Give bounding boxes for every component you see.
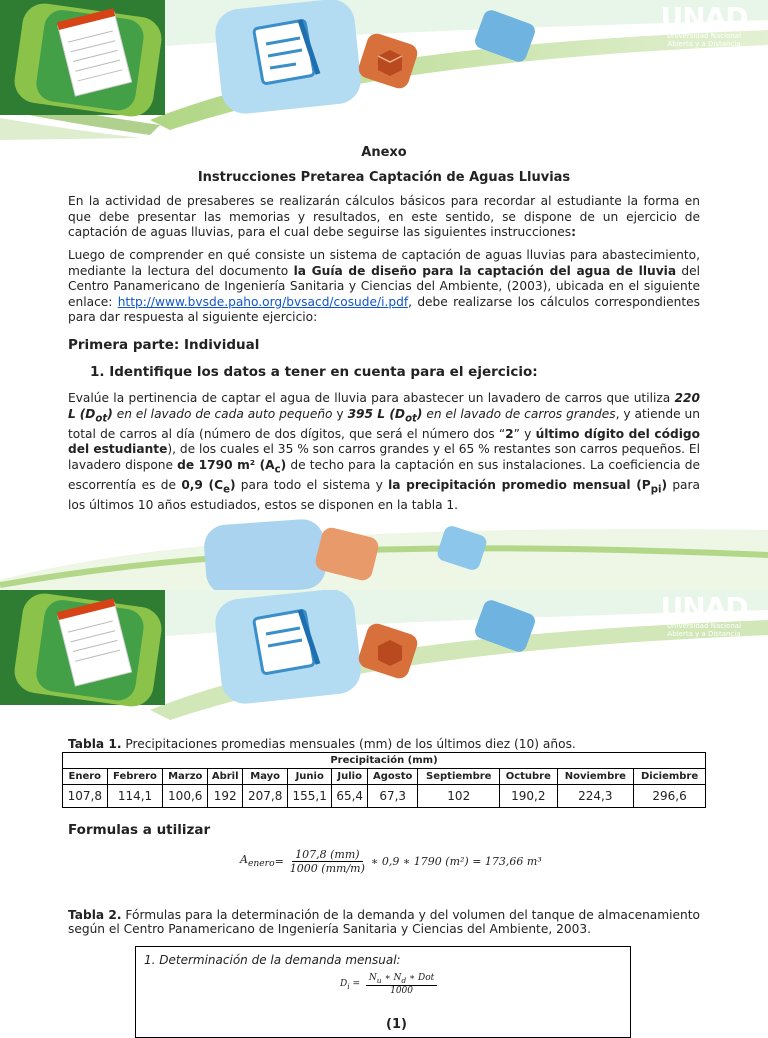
unad-logo-page2	[654, 591, 754, 638]
table-header-cell: Noviembre	[557, 769, 634, 785]
table-row	[63, 785, 706, 808]
exercise-paragraph: Evalúe la pertinencia de captar el agua de lluvia para abastecer un lavadero de carros que utiliza 220 L $(D_{ot})$ en el lavado de cada auto pequeño y 395 L $(D_{ot})$ en el lavado de carros grandes, y atiende un total de carros al día (número de dos dígitos, que será el número dos “2” y último dígito del código del estudiante), de los cuales el 35 % son carros grandes y el 65 % restantes son carros pequeños. El lavadero dispone de 1790 m² $(A_c)$ de techo para la captación en sus instalaciones. La coeficiencia de escorrentía es de 0,9 $(C_e)$ para todo el sistema y la precipitación promedio mensual $(P_{pi})$ para los últimos 10 años estudiados, estos se disponen en la tabla 1.	[68, 391, 701, 512]
precipitation-table	[62, 752, 706, 808]
table-cell: 296,6	[634, 785, 706, 808]
section-item-1: 1. Identifique los datos a tener en cuenta para el ejercicio:	[90, 364, 538, 380]
table-cell: 224,3	[557, 785, 634, 808]
document-title: Instrucciones Pretarea Captación de Aguas Lluvias	[197, 170, 571, 185]
section-title: Primera parte: Individual	[68, 337, 260, 353]
table-header-cell: Octubre	[500, 769, 557, 785]
table-cell: 102	[418, 785, 500, 808]
table-header-cell: Agosto	[367, 769, 418, 785]
table-header-cell: Marzo	[163, 769, 208, 785]
logo-subtitle-1: Universidad Nacional	[666, 32, 742, 40]
formulas-title: Formulas a utilizar	[68, 822, 211, 838]
table-header-cell: Julio	[332, 769, 367, 785]
guide-link[interactable]: http://www.bvsde.paho.org/bvsacd/cosude/i.pdf	[117, 294, 409, 309]
demand-formula: $D_i$ = $\frac{N_u ∗ N_d ∗ Dot}{1000}$	[340, 973, 440, 996]
table-header-cell: Junio	[287, 769, 332, 785]
formula-fraction: $\frac{107,8 (mm)}{1000 (mm/m)}$	[289, 848, 365, 875]
logo-subtitle-1-page2: Universidad Nacional	[666, 622, 742, 630]
table2-caption: Tabla 2. Fórmulas para la determinación de la demanda y del volumen del tanque de almacenamiento según el Centro Panamericano de Ingeniería Sanitaria y Ciencias del Ambiente, 2003.	[68, 908, 700, 936]
table-cell: 190,2	[500, 785, 557, 808]
table-cell: 155,1	[287, 785, 332, 808]
table-cell: 100,6	[163, 785, 208, 808]
table-cell: 65,4	[332, 785, 367, 808]
demand-item: 1. Determinación de la demanda mensual:	[144, 953, 401, 967]
logo-subtitle-2-page2: Abierta y a Distancia	[667, 630, 741, 638]
unad-logo	[654, 1, 754, 48]
table-header-cell: Abril	[208, 769, 243, 785]
table-group-header: Precipitación (mm)	[63, 753, 706, 769]
table-cell: 207,8	[243, 785, 288, 808]
table-header-cell: Diciembre	[634, 769, 706, 785]
table1-caption: Tabla 1. Precipitaciones promedias mensuales (mm) de los últimos diez (10) años.	[68, 737, 576, 751]
table-header-row	[63, 769, 706, 785]
equation-number: (1)	[386, 1017, 407, 1032]
formula-enero: $A_{enero}$ = $\frac{107,8 (mm)}{1000 (mm/m)}$ ∗ 0,9 ∗ 1790 (m²) = 173,66 m³	[240, 848, 542, 875]
logo-subtitle-2: Abierta y a Distancia	[667, 40, 741, 48]
table-header-cell: Febrero	[107, 769, 163, 785]
intro-paragraph-2: Luego de comprender en qué consiste un sistema de captación de aguas lluvias para abastecimiento, mediante la lectura del documento la Guía de diseño para la captación del agua de lluvia del Centro Panamericano de Ingeniería Sanitaria y Ciencias del Ambiente, (2003), ubicada en el siguiente enlace: http://www.bvsde.paho.org/bvsacd/cosude/i.pdf, debe realizarse los cálculos correspondientes para dar respuesta al siguiente ejercicio:	[68, 248, 700, 325]
table-cell: 67,3	[367, 785, 418, 808]
table-cell: 192	[208, 785, 243, 808]
banner-graphic-page2	[0, 590, 768, 730]
table-header-cell: Enero	[63, 769, 108, 785]
header-banner	[0, 0, 768, 140]
intro-paragraph-1: En la actividad de presaberes se realizarán cálculos básicos para recordar al estudiante la forma en que debe presentar las memorias y resultados, en este sentido, se dispone de un ejercicio de captación de aguas lluvias, para el cual debe seguirse las siguientes instrucciones:	[68, 194, 700, 240]
header-banner-page2	[0, 590, 768, 730]
logo-mark: UNAD	[660, 1, 748, 34]
clipboard-icon-page2	[213, 590, 363, 706]
table-cell: 107,8	[63, 785, 108, 808]
formula-box	[135, 946, 631, 1038]
table-header-cell: Mayo	[243, 769, 288, 785]
table-header-cell: Septiembre	[418, 769, 500, 785]
annex-title: Anexo	[361, 145, 407, 160]
banner-graphic	[0, 0, 768, 140]
footer-decoration	[0, 510, 768, 590]
table-cell: 114,1	[107, 785, 163, 808]
logo-mark-page2: UNAD	[660, 591, 748, 624]
clipboard-icon	[213, 0, 363, 116]
